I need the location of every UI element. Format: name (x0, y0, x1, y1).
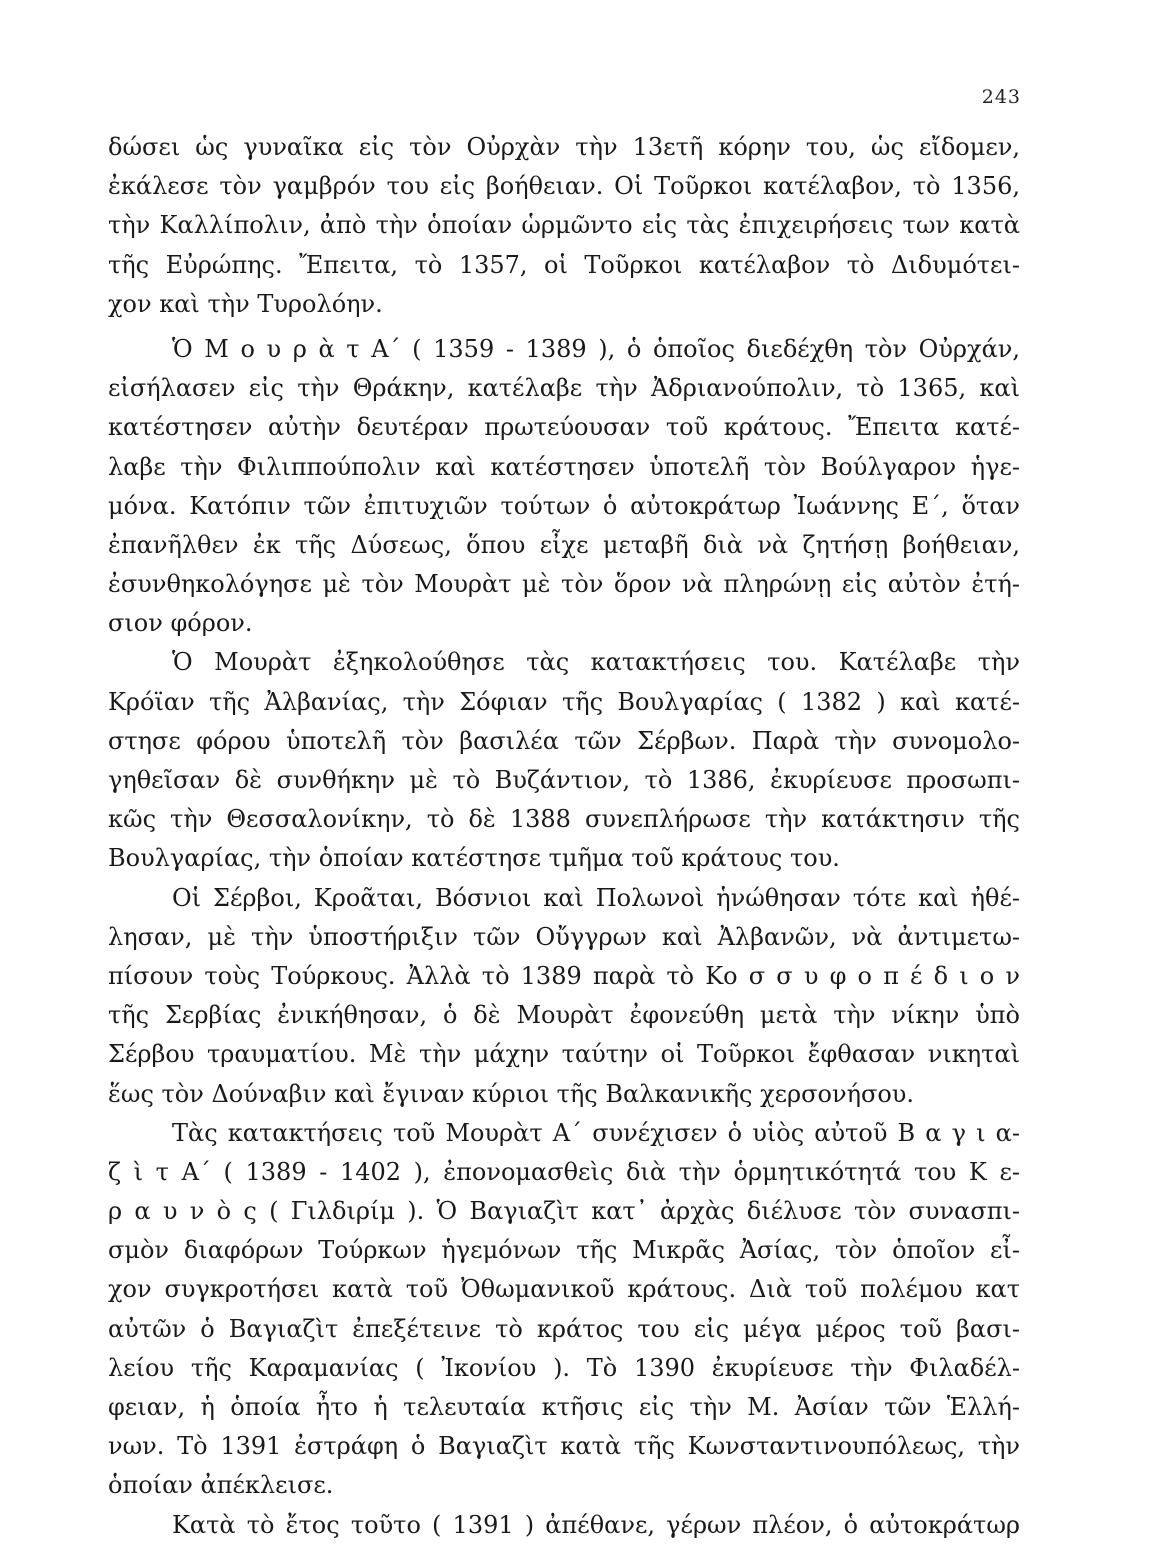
text-line: Ὁ Μ ο υ ρ ὰ τ Α΄ ( 1359 - 1389 ), ὁ ὁποῖος διεδέχθη τὸν Οὐρχάν, (172, 334, 1020, 363)
text-line: χον συγκροτήσει κατὰ τοῦ Ὀθωμανικοῦ κράτους. Διὰ τοῦ πολέμου κατ (108, 1275, 1020, 1304)
text-line: Βουλγαρίας, τὴν ὁποίαν κατέστησε τμῆμα τοῦ κράτους του. (108, 844, 840, 873)
text-line: κατέστησεν αὐτὴν δευτέραν πρωτεύουσαν τοῦ κράτους. Ἔπειτα κατέ- (108, 413, 1020, 442)
text-line: λαβε τὴν Φιλιππούπολιν καὶ κατέστησεν ὑποτελῆ τὸν Βούλγαρον ἡγε- (108, 452, 1020, 481)
text-line: λείου τῆς Καραμανίας ( Ἰκονίου ). Τὸ 1390 ἐκυρίευσε τὴν Φιλαδέλ- (108, 1353, 1020, 1382)
body-text (108, 128, 1020, 1545)
paragraph (108, 1114, 1020, 1506)
paragraph (108, 1506, 1020, 1545)
text-line: Σέρβου τραυματίου. Μὲ τὴν μάχην ταύτην οἱ Τοῦρκοι ἔφθασαν νικηταὶ (108, 1040, 1020, 1069)
text-line: Τὰς κατακτήσεις τοῦ Μουρὰτ Α΄ συνέχισεν ὁ υἱὸς αὐτοῦ Β α γ ι α- (172, 1118, 1020, 1147)
text-line: φειαν, ἡ ὁποία ἦτο ἡ τελευταία κτῆσις εἰς τὴν Μ. Ἀσίαν τῶν Ἑλλή- (108, 1393, 1020, 1421)
text-line: Οἱ Σέρβοι, Κροᾶται, Βόσνιοι καὶ Πολωνοὶ ἡνώθησαν τότε καὶ ἠθέ- (172, 883, 1020, 912)
text-line: σμὸν διαφόρων Τούρκων ἡγεμόνων τῆς Μικρᾶς Ἀσίας, τὸν ὁποῖον εἶ- (108, 1236, 1020, 1265)
text-line: μόνα. Κατόπιν τῶν ἐπιτυχιῶν τούτων ὁ αὐτοκράτωρ Ἰωάννης Ε΄, ὅταν (108, 491, 1020, 520)
text-line: στησε φόρου ὑποτελῆ τὸν βασιλέα τῶν Σέρβων. Παρὰ τὴν συνομολο- (108, 726, 1020, 755)
page-number: 243 (981, 86, 1021, 108)
text-line: τῆς Σερβίας ἐνικήθησαν, ὁ δὲ Μουρὰτ ἐφονεύθη μετὰ τὴν νίκην ὑπὸ (108, 1001, 1020, 1030)
text-line: ἐπανῆλθεν ἐκ τῆς Δύσεως, ὅπου εἶχε μεταβῆ διὰ νὰ ζητήσῃ βοήθειαν, (108, 530, 1020, 559)
text-line: Κατὰ τὸ ἔτος τοῦτο ( 1391 ) ἀπέθανε, γέρων πλέον, ὁ αὐτοκράτωρ (172, 1510, 1020, 1539)
paragraph (108, 330, 1020, 644)
text-line: πίσουν τοὺς Τούρκους. Ἀλλὰ τὸ 1389 παρὰ τὸ Κο σ σ υ φ ο π έ δ ι ο ν (108, 961, 1020, 990)
text-line: ἕως τὸν Δούναβιν καὶ ἔγιναν κύριοι τῆς Βαλκανικῆς χερσονήσου. (108, 1079, 915, 1108)
paragraph (108, 643, 1020, 878)
text-line: λησαν, μὲ τὴν ὑποστήριξιν τῶν Οὔγγρων καὶ Ἀλβανῶν, νὰ ἀντιμετω- (108, 922, 1020, 951)
text-line: ὁποίαν ἀπέκλεισε. (108, 1471, 334, 1500)
text-line: Κρόϊαν τῆς Ἀλβανίας, τὴν Σόφιαν τῆς Βουλγαρίας ( 1382 ) καὶ κατέ- (108, 687, 1020, 716)
text-line: χον καὶ τὴν Τυρολόην. (108, 289, 383, 318)
text-line: αὐτῶν ὁ Βαγιαζὶτ ἐπεξέτεινε τὸ κράτος του εἰς μέγα μέρος τοῦ βασι- (108, 1314, 1020, 1343)
text-line: δώσει ὡς γυναῖκα εἰς τὸν Οὐρχὰν τὴν 13ετῆ κόρην του, ὡς εἴδομεν, (108, 133, 1020, 161)
paragraph (108, 128, 1020, 324)
text-line: Ὁ Μουρὰτ ἐξηκολούθησε τὰς κατακτήσεις του. Κατέλαβε τὴν (172, 648, 1020, 677)
text-line: εἰσήλασεν εἰς τὴν Θράκην, κατέλαβε τὴν Ἀδριανούπολιν, τὸ 1365, καὶ (108, 374, 1020, 403)
text-line: τὴν Καλλίπολιν, ἀπὸ τὴν ὁποίαν ὡρμῶντο εἰς τὰς ἐπιχειρήσεις των κατὰ (108, 211, 1020, 240)
text-line: ἐσυνθηκολόγησε μὲ τὸν Μουρὰτ μὲ τὸν ὅρον νὰ πληρώνῃ εἰς αὐτὸν ἐτή- (108, 570, 1020, 599)
text-line: ἐκάλεσε τὸν γαμβρόν του εἰς βοήθειαν. Οἱ Τοῦρκοι κατέλαβον, τὸ 1356, (108, 172, 1020, 201)
text-line: γηθεῖσαν δὲ συνθήκην μὲ τὸ Βυζάντιον, τὸ 1386, ἐκυρίευσε προσωπι- (108, 766, 1020, 794)
paragraph (108, 879, 1020, 1114)
text-line: ρ α υ ν ὸ ς ( Γιλδιρίμ ). Ὁ Βαγιαζὶτ κατ᾽ ἀρχὰς διέλυσε τὸν συνασπι- (108, 1197, 1020, 1226)
text-line: ζ ὶ τ Α΄ ( 1389 - 1402 ), ἐπονομασθεὶς διὰ τὴν ὁρμητικότητά του Κ ε- (108, 1157, 1020, 1186)
text-line: νων. Τὸ 1391 ἐστράφη ὁ Βαγιαζὶτ κατὰ τῆς Κωνσταντινουπόλεως, τὴν (108, 1432, 1020, 1461)
text-line: τῆς Εὐρώπης. Ἔπειτα, τὸ 1357, οἱ Τοῦρκοι κατέλαβον τὸ Διδυμότει- (108, 250, 1020, 279)
text-line: κῶς τὴν Θεσσαλονίκην, τὸ δὲ 1388 συνεπλήρωσε τὴν κατάκτησιν τῆς (108, 805, 1020, 834)
text-line: σιον φόρον. (108, 609, 253, 638)
